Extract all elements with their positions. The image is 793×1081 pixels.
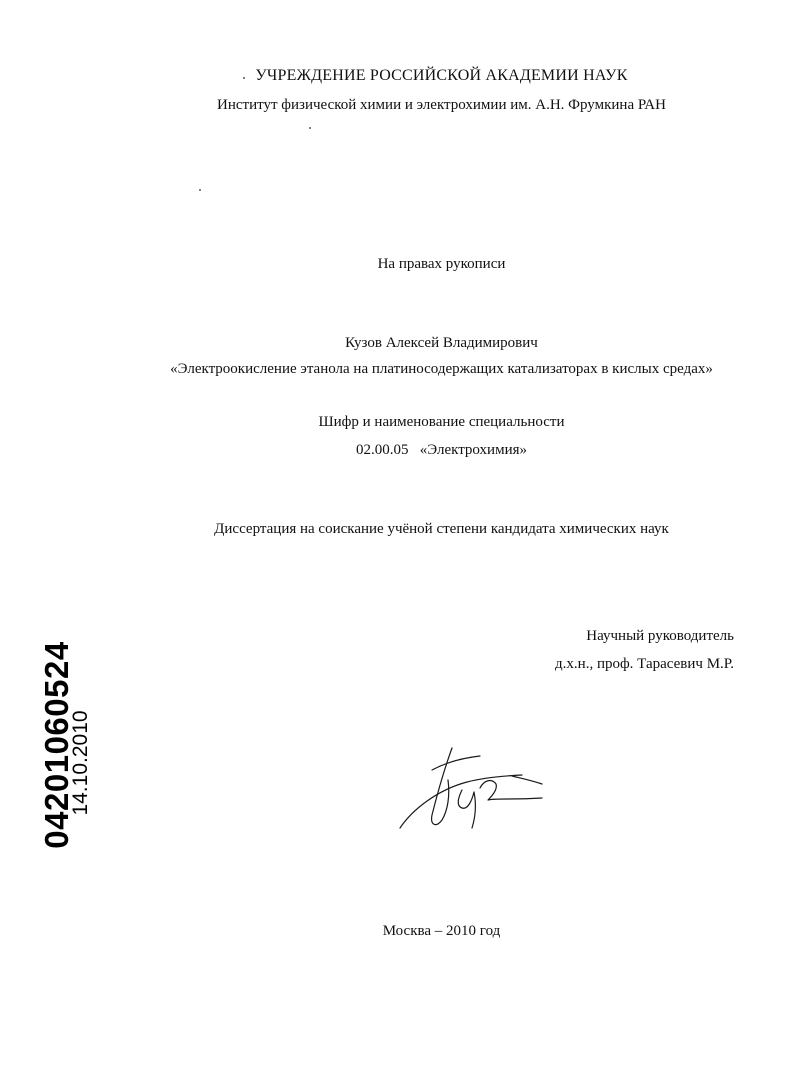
place-and-year: Москва – 2010 год xyxy=(382,923,501,939)
institute-header: Институт физической химии и электрохимии им. А.Н. Фрумкина РАН xyxy=(217,97,666,113)
scan-speck xyxy=(243,77,245,79)
author-name: Кузов Алексей Владимирович xyxy=(345,335,538,351)
signature-icon xyxy=(392,740,552,840)
supervisor-label: Научный руководитель xyxy=(586,628,734,644)
supervisor-name: д.х.н., проф. Тарасевич М.Р. xyxy=(555,656,734,672)
dissertation-title: «Электроокисление этанола на платиносодержащих катализаторах в кислых средах» xyxy=(170,361,713,377)
manuscript-note: На правах рукописи xyxy=(377,256,506,272)
specialty-code: 02.00.05 «Электрохимия» xyxy=(356,442,527,458)
specialty-label: Шифр и наименование специальности xyxy=(318,414,565,430)
scan-speck xyxy=(199,189,201,191)
library-stamp-code: 04201060524 xyxy=(38,641,75,849)
organization-header: УЧРЕЖДЕНИЕ РОССИЙСКОЙ АКАДЕМИИ НАУК xyxy=(255,67,628,84)
scan-speck xyxy=(309,127,311,129)
dissertation-note: Диссертация на соискание учёной степени кандидата химических наук xyxy=(214,521,669,537)
library-stamp-date: 14.10.2010 xyxy=(69,710,92,816)
